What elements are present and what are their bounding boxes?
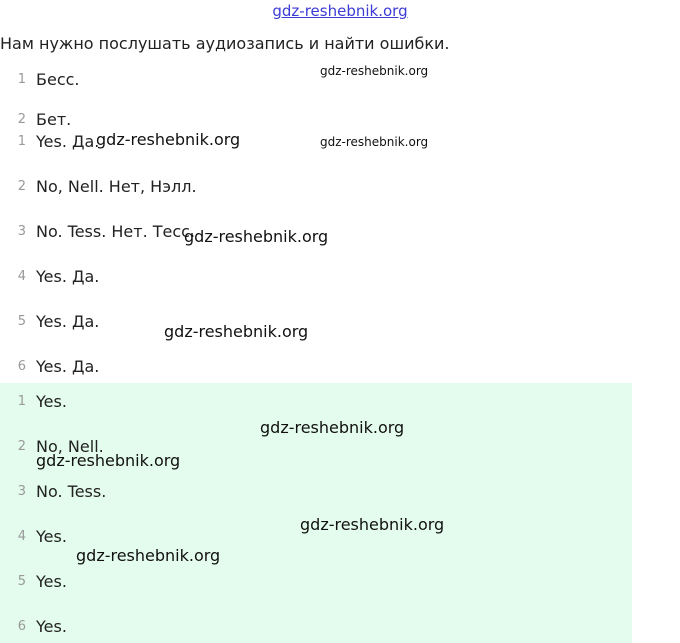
item-number: 2 bbox=[17, 438, 26, 454]
item-text: Yes. Да. bbox=[36, 356, 100, 376]
list-item bbox=[0, 615, 67, 637]
list-item bbox=[0, 480, 106, 502]
list-item bbox=[0, 108, 71, 130]
item-number: 5 bbox=[17, 313, 26, 329]
list-item bbox=[0, 355, 99, 377]
item-number: 4 bbox=[17, 528, 26, 544]
item-text: No. Tess. bbox=[36, 481, 107, 501]
item-text: Бет. bbox=[36, 109, 72, 129]
item-text: No. Tess. Нет. Тесс. bbox=[36, 221, 196, 241]
item-number: 2 bbox=[17, 178, 26, 194]
task-instruction: Нам нужно послушать аудиозапись и найти ошибки. bbox=[0, 34, 450, 53]
item-number: 6 bbox=[17, 618, 26, 634]
watermark: gdz-reshebnik.org bbox=[96, 130, 241, 149]
item-number: 6 bbox=[17, 358, 26, 374]
item-number: 5 bbox=[17, 573, 26, 589]
list-item bbox=[0, 265, 99, 287]
watermark: gdz-reshebnik.org bbox=[184, 227, 329, 246]
item-text: No, Nell. bbox=[36, 436, 104, 456]
item-text: Yes. Да. bbox=[36, 131, 100, 151]
list-item bbox=[0, 310, 99, 332]
list-item bbox=[0, 390, 67, 412]
item-number: 1 bbox=[17, 393, 26, 409]
watermark: gdz-reshebnik.org bbox=[320, 64, 429, 78]
list-item bbox=[0, 570, 67, 592]
item-number: 3 bbox=[17, 483, 26, 499]
site-link[interactable]: gdz-reshebnik.org bbox=[272, 2, 408, 20]
item-text: Yes. bbox=[36, 391, 67, 411]
item-text: Yes. bbox=[36, 571, 67, 591]
watermark: gdz-reshebnik.org bbox=[300, 515, 445, 534]
item-text: Бесс. bbox=[36, 69, 80, 89]
item-number: 2 bbox=[17, 111, 26, 127]
item-text: Yes. bbox=[36, 616, 67, 636]
watermark: gdz-reshebnik.org bbox=[164, 322, 309, 341]
watermark: gdz-reshebnik.org bbox=[36, 451, 181, 470]
item-text: Yes. bbox=[36, 526, 67, 546]
item-number: 3 bbox=[17, 223, 26, 239]
site-header bbox=[0, 0, 680, 26]
item-number: 4 bbox=[17, 268, 26, 284]
list-item bbox=[0, 130, 99, 152]
item-text: Yes. Да. bbox=[36, 266, 100, 286]
watermark: gdz-reshebnik.org bbox=[260, 418, 405, 437]
item-text: Yes. Да. bbox=[36, 311, 100, 331]
item-text: No, Nell. Нет, Нэлл. bbox=[36, 176, 197, 196]
list-item bbox=[0, 68, 80, 90]
item-number: 1 bbox=[17, 71, 26, 87]
watermark: gdz-reshebnik.org bbox=[76, 546, 221, 565]
item-number: 1 bbox=[17, 133, 26, 149]
list-item bbox=[0, 220, 195, 242]
list-item bbox=[0, 525, 67, 547]
watermark: gdz-reshebnik.org bbox=[320, 135, 429, 149]
list-item bbox=[0, 175, 197, 197]
